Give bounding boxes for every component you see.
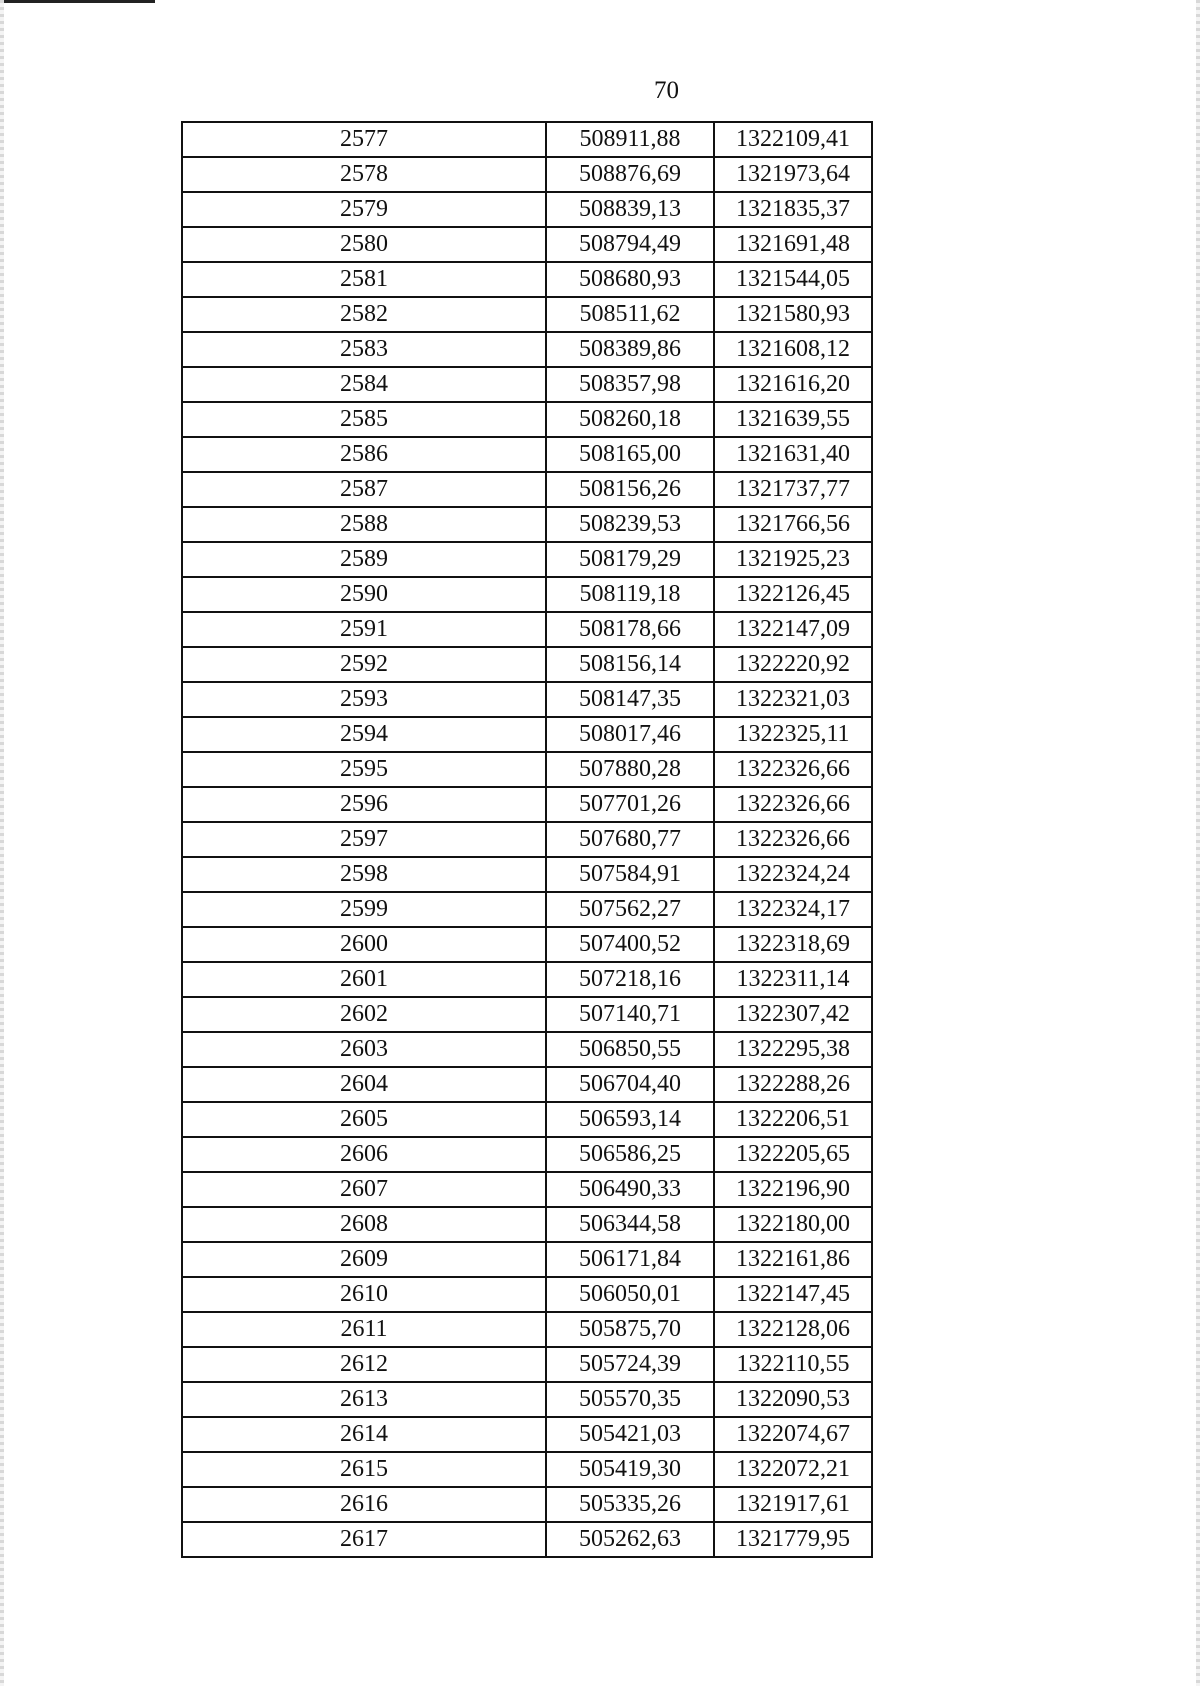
table-row xyxy=(182,717,872,752)
point-number-cell: 2594 xyxy=(182,717,546,752)
table-row xyxy=(182,857,872,892)
x-coordinate-cell: 505335,26 xyxy=(546,1487,714,1522)
table-row xyxy=(182,1487,872,1522)
y-coordinate-cell: 1322110,55 xyxy=(714,1347,872,1382)
y-coordinate-cell: 1321691,48 xyxy=(714,227,872,262)
x-coordinate-cell: 508178,66 xyxy=(546,612,714,647)
table-row xyxy=(182,1522,872,1557)
table-row xyxy=(182,1242,872,1277)
point-number-cell: 2580 xyxy=(182,227,546,262)
table-row xyxy=(182,1102,872,1137)
x-coordinate-cell: 508165,00 xyxy=(546,437,714,472)
y-coordinate-cell: 1322288,26 xyxy=(714,1067,872,1102)
y-coordinate-cell: 1322324,24 xyxy=(714,857,872,892)
point-number-cell: 2592 xyxy=(182,647,546,682)
table-row xyxy=(182,1312,872,1347)
x-coordinate-cell: 508839,13 xyxy=(546,192,714,227)
table-row xyxy=(182,1067,872,1102)
x-coordinate-cell: 507140,71 xyxy=(546,997,714,1032)
point-number-cell: 2577 xyxy=(182,122,546,157)
table-row xyxy=(182,1172,872,1207)
point-number-cell: 2588 xyxy=(182,507,546,542)
x-coordinate-cell: 506704,40 xyxy=(546,1067,714,1102)
x-coordinate-cell: 505724,39 xyxy=(546,1347,714,1382)
x-coordinate-cell: 508511,62 xyxy=(546,297,714,332)
point-number-cell: 2605 xyxy=(182,1102,546,1137)
x-coordinate-cell: 508911,88 xyxy=(546,122,714,157)
point-number-cell: 2584 xyxy=(182,367,546,402)
point-number-cell: 2606 xyxy=(182,1137,546,1172)
table-row xyxy=(182,892,872,927)
x-coordinate-cell: 507584,91 xyxy=(546,857,714,892)
y-coordinate-cell: 1322295,38 xyxy=(714,1032,872,1067)
point-number-cell: 2604 xyxy=(182,1067,546,1102)
coordinates-table-wrapper xyxy=(181,121,873,1558)
scan-edge-left xyxy=(0,0,4,1686)
y-coordinate-cell: 1321544,05 xyxy=(714,262,872,297)
y-coordinate-cell: 1321608,12 xyxy=(714,332,872,367)
y-coordinate-cell: 1321580,93 xyxy=(714,297,872,332)
x-coordinate-cell: 506050,01 xyxy=(546,1277,714,1312)
y-coordinate-cell: 1321631,40 xyxy=(714,437,872,472)
table-row xyxy=(182,192,872,227)
x-coordinate-cell: 505419,30 xyxy=(546,1452,714,1487)
y-coordinate-cell: 1322321,03 xyxy=(714,682,872,717)
point-number-cell: 2611 xyxy=(182,1312,546,1347)
table-row xyxy=(182,787,872,822)
table-row xyxy=(182,227,872,262)
x-coordinate-cell: 508680,93 xyxy=(546,262,714,297)
table-row xyxy=(182,647,872,682)
y-coordinate-cell: 1322161,86 xyxy=(714,1242,872,1277)
point-number-cell: 2615 xyxy=(182,1452,546,1487)
table-row xyxy=(182,437,872,472)
y-coordinate-cell: 1322318,69 xyxy=(714,927,872,962)
y-coordinate-cell: 1321835,37 xyxy=(714,192,872,227)
y-coordinate-cell: 1322307,42 xyxy=(714,997,872,1032)
x-coordinate-cell: 505570,35 xyxy=(546,1382,714,1417)
x-coordinate-cell: 508357,98 xyxy=(546,367,714,402)
point-number-cell: 2610 xyxy=(182,1277,546,1312)
point-number-cell: 2596 xyxy=(182,787,546,822)
table-row xyxy=(182,262,872,297)
table-row xyxy=(182,997,872,1032)
coordinates-table xyxy=(181,121,873,1558)
y-coordinate-cell: 1321917,61 xyxy=(714,1487,872,1522)
x-coordinate-cell: 507218,16 xyxy=(546,962,714,997)
table-row xyxy=(182,1277,872,1312)
table-row xyxy=(182,472,872,507)
y-coordinate-cell: 1322072,21 xyxy=(714,1452,872,1487)
x-coordinate-cell: 508147,35 xyxy=(546,682,714,717)
x-coordinate-cell: 505421,03 xyxy=(546,1417,714,1452)
x-coordinate-cell: 508389,86 xyxy=(546,332,714,367)
x-coordinate-cell: 508119,18 xyxy=(546,577,714,612)
scan-edge-right xyxy=(1196,0,1200,1686)
table-row xyxy=(182,122,872,157)
table-row xyxy=(182,752,872,787)
x-coordinate-cell: 507562,27 xyxy=(546,892,714,927)
y-coordinate-cell: 1322205,65 xyxy=(714,1137,872,1172)
table-row xyxy=(182,612,872,647)
x-coordinate-cell: 506593,14 xyxy=(546,1102,714,1137)
x-coordinate-cell: 507400,52 xyxy=(546,927,714,962)
x-coordinate-cell: 508179,29 xyxy=(546,542,714,577)
x-coordinate-cell: 506344,58 xyxy=(546,1207,714,1242)
y-coordinate-cell: 1322326,66 xyxy=(714,752,872,787)
point-number-cell: 2593 xyxy=(182,682,546,717)
y-coordinate-cell: 1322325,11 xyxy=(714,717,872,752)
table-row xyxy=(182,1452,872,1487)
point-number-cell: 2587 xyxy=(182,472,546,507)
point-number-cell: 2601 xyxy=(182,962,546,997)
point-number-cell: 2586 xyxy=(182,437,546,472)
point-number-cell: 2583 xyxy=(182,332,546,367)
y-coordinate-cell: 1322126,45 xyxy=(714,577,872,612)
y-coordinate-cell: 1322147,45 xyxy=(714,1277,872,1312)
x-coordinate-cell: 508794,49 xyxy=(546,227,714,262)
point-number-cell: 2579 xyxy=(182,192,546,227)
x-coordinate-cell: 508239,53 xyxy=(546,507,714,542)
y-coordinate-cell: 1321766,56 xyxy=(714,507,872,542)
table-row xyxy=(182,367,872,402)
x-coordinate-cell: 505262,63 xyxy=(546,1522,714,1557)
point-number-cell: 2602 xyxy=(182,997,546,1032)
point-number-cell: 2600 xyxy=(182,927,546,962)
point-number-cell: 2590 xyxy=(182,577,546,612)
y-coordinate-cell: 1321973,64 xyxy=(714,157,872,192)
point-number-cell: 2581 xyxy=(182,262,546,297)
y-coordinate-cell: 1321779,95 xyxy=(714,1522,872,1557)
x-coordinate-cell: 506586,25 xyxy=(546,1137,714,1172)
point-number-cell: 2609 xyxy=(182,1242,546,1277)
x-coordinate-cell: 508260,18 xyxy=(546,402,714,437)
x-coordinate-cell: 506490,33 xyxy=(546,1172,714,1207)
y-coordinate-cell: 1321639,55 xyxy=(714,402,872,437)
point-number-cell: 2598 xyxy=(182,857,546,892)
y-coordinate-cell: 1322311,14 xyxy=(714,962,872,997)
y-coordinate-cell: 1321616,20 xyxy=(714,367,872,402)
point-number-cell: 2589 xyxy=(182,542,546,577)
x-coordinate-cell: 508156,26 xyxy=(546,472,714,507)
y-coordinate-cell: 1322090,53 xyxy=(714,1382,872,1417)
table-row xyxy=(182,507,872,542)
table-row xyxy=(182,1347,872,1382)
x-coordinate-cell: 507701,26 xyxy=(546,787,714,822)
table-row xyxy=(182,822,872,857)
table-row xyxy=(182,1417,872,1452)
page-number: 70 xyxy=(654,77,679,104)
point-number-cell: 2585 xyxy=(182,402,546,437)
table-row xyxy=(182,297,872,332)
x-coordinate-cell: 508017,46 xyxy=(546,717,714,752)
table-row xyxy=(182,1207,872,1242)
y-coordinate-cell: 1322196,90 xyxy=(714,1172,872,1207)
point-number-cell: 2603 xyxy=(182,1032,546,1067)
point-number-cell: 2614 xyxy=(182,1417,546,1452)
y-coordinate-cell: 1321925,23 xyxy=(714,542,872,577)
point-number-cell: 2578 xyxy=(182,157,546,192)
table-row xyxy=(182,962,872,997)
coordinates-table-body xyxy=(182,122,872,1557)
y-coordinate-cell: 1322326,66 xyxy=(714,787,872,822)
table-row xyxy=(182,542,872,577)
x-coordinate-cell: 508876,69 xyxy=(546,157,714,192)
table-row xyxy=(182,332,872,367)
table-row xyxy=(182,577,872,612)
table-row xyxy=(182,927,872,962)
point-number-cell: 2599 xyxy=(182,892,546,927)
y-coordinate-cell: 1322326,66 xyxy=(714,822,872,857)
point-number-cell: 2617 xyxy=(182,1522,546,1557)
point-number-cell: 2608 xyxy=(182,1207,546,1242)
point-number-cell: 2582 xyxy=(182,297,546,332)
table-row xyxy=(182,157,872,192)
y-coordinate-cell: 1322206,51 xyxy=(714,1102,872,1137)
x-coordinate-cell: 507680,77 xyxy=(546,822,714,857)
table-row xyxy=(182,402,872,437)
y-coordinate-cell: 1322147,09 xyxy=(714,612,872,647)
point-number-cell: 2616 xyxy=(182,1487,546,1522)
point-number-cell: 2613 xyxy=(182,1382,546,1417)
x-coordinate-cell: 508156,14 xyxy=(546,647,714,682)
y-coordinate-cell: 1322074,67 xyxy=(714,1417,872,1452)
x-coordinate-cell: 507880,28 xyxy=(546,752,714,787)
y-coordinate-cell: 1322324,17 xyxy=(714,892,872,927)
point-number-cell: 2597 xyxy=(182,822,546,857)
table-row xyxy=(182,682,872,717)
y-coordinate-cell: 1322128,06 xyxy=(714,1312,872,1347)
point-number-cell: 2595 xyxy=(182,752,546,787)
x-coordinate-cell: 506171,84 xyxy=(546,1242,714,1277)
point-number-cell: 2607 xyxy=(182,1172,546,1207)
x-coordinate-cell: 505875,70 xyxy=(546,1312,714,1347)
y-coordinate-cell: 1321737,77 xyxy=(714,472,872,507)
table-row xyxy=(182,1137,872,1172)
x-coordinate-cell: 506850,55 xyxy=(546,1032,714,1067)
table-row xyxy=(182,1032,872,1067)
y-coordinate-cell: 1322180,00 xyxy=(714,1207,872,1242)
y-coordinate-cell: 1322220,92 xyxy=(714,647,872,682)
point-number-cell: 2612 xyxy=(182,1347,546,1382)
y-coordinate-cell: 1322109,41 xyxy=(714,122,872,157)
scan-corner-mark xyxy=(0,0,155,3)
point-number-cell: 2591 xyxy=(182,612,546,647)
table-row xyxy=(182,1382,872,1417)
